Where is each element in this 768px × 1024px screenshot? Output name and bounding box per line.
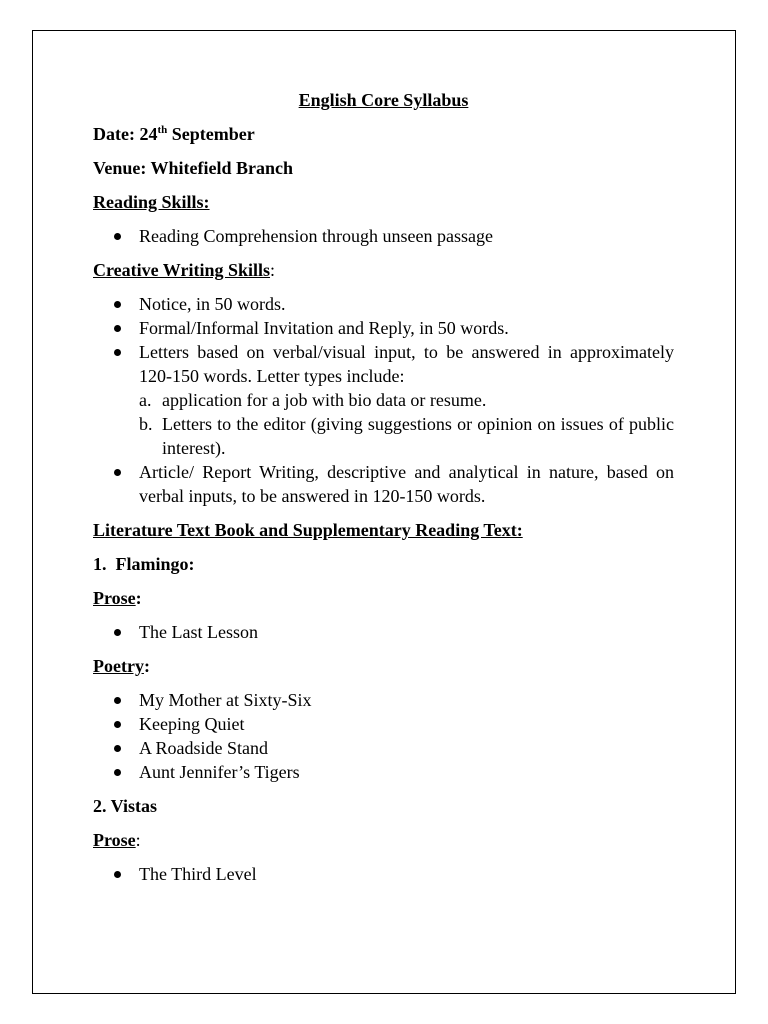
- list-item-text: The Third Level: [139, 864, 257, 884]
- poetry-label: Poetry: [93, 656, 144, 676]
- bullet-icon: [114, 233, 121, 240]
- flamingo-heading: 1. Flamingo:: [93, 554, 195, 574]
- vistas-prose-heading: [93, 828, 674, 852]
- bullet-icon: [114, 745, 121, 752]
- letter-type-text: application for a job with bio data or resume.: [162, 390, 487, 410]
- list-item-text: My Mother at Sixty-Six: [139, 690, 312, 710]
- date-label: Date: 24: [93, 124, 158, 144]
- list-item: [93, 760, 674, 784]
- literature-heading: Literature Text Book and Supplementary Reading Text:: [93, 520, 523, 540]
- bullet-icon: [114, 469, 121, 476]
- letter-type-item: [139, 388, 674, 412]
- list-item-text: Keeping Quiet: [139, 714, 245, 734]
- reading-skills-list: [93, 224, 674, 248]
- syllabus-document: [93, 88, 674, 896]
- letter-type-marker: b.: [139, 414, 153, 434]
- heading-colon: :: [270, 260, 276, 280]
- document-title: English Core Syllabus: [298, 90, 469, 110]
- heading-colon: :: [143, 656, 150, 676]
- creative-writing-list: [93, 292, 674, 508]
- creative-writing-heading: [93, 258, 674, 282]
- heading-colon: :: [135, 588, 142, 608]
- creative-writing-label: Creative Writing Skills: [93, 260, 271, 280]
- date-suffix: th: [157, 124, 168, 136]
- heading-colon: :: [135, 830, 141, 850]
- vistas-heading: 2. Vistas: [93, 796, 158, 816]
- letter-type-text: Letters to the editor (giving suggestions or opinion on issues of public interest).: [162, 414, 674, 458]
- bullet-icon: [114, 629, 121, 636]
- prose-label: Prose: [93, 830, 136, 850]
- list-item-text: The Last Lesson: [139, 622, 258, 642]
- letter-type-item: [139, 412, 674, 460]
- bullet-icon: [114, 301, 121, 308]
- list-item: [93, 460, 674, 508]
- flamingo-poetry-list: [93, 688, 674, 784]
- letter-type-marker: a.: [139, 390, 152, 410]
- venue-line: Venue: Whitefield Branch: [93, 158, 294, 178]
- reading-skills-heading: Reading Skills:: [93, 192, 210, 212]
- flamingo-prose-list: [93, 620, 674, 644]
- list-item: [93, 862, 674, 886]
- list-item: [93, 340, 674, 460]
- bullet-icon: [114, 325, 121, 332]
- bullet-icon: [114, 871, 121, 878]
- list-item: [93, 712, 674, 736]
- list-item-text: Article/ Report Writing, descriptive and analytical in nature, based on verbal inputs, to be answered in 120-150 words.: [139, 462, 674, 506]
- list-item: [93, 292, 674, 316]
- letter-types-list: [139, 388, 674, 460]
- list-item: [93, 688, 674, 712]
- list-item-text: A Roadside Stand: [139, 738, 268, 758]
- list-item: [93, 224, 674, 248]
- flamingo-prose-heading: [93, 586, 674, 610]
- list-item: [93, 316, 674, 340]
- bullet-icon: [114, 697, 121, 704]
- list-item-text: Notice, in 50 words.: [139, 294, 286, 314]
- list-item: [93, 736, 674, 760]
- list-item-text: Reading Comprehension through unseen passage: [139, 226, 493, 246]
- list-item-text: Formal/Informal Invitation and Reply, in 50 words.: [139, 318, 509, 338]
- bullet-icon: [114, 349, 121, 356]
- list-item: [93, 620, 674, 644]
- bullet-icon: [114, 721, 121, 728]
- list-item-text: Letters based on verbal/visual input, to be answered in approximately 120-150 words. Letter types include:: [139, 342, 674, 386]
- bullet-icon: [114, 769, 121, 776]
- list-item-text: Aunt Jennifer’s Tigers: [139, 762, 300, 782]
- date-month: September: [167, 124, 255, 144]
- prose-label: Prose: [93, 588, 136, 608]
- date-line: [93, 122, 674, 146]
- vistas-prose-list: [93, 862, 674, 886]
- flamingo-poetry-heading: [93, 654, 674, 678]
